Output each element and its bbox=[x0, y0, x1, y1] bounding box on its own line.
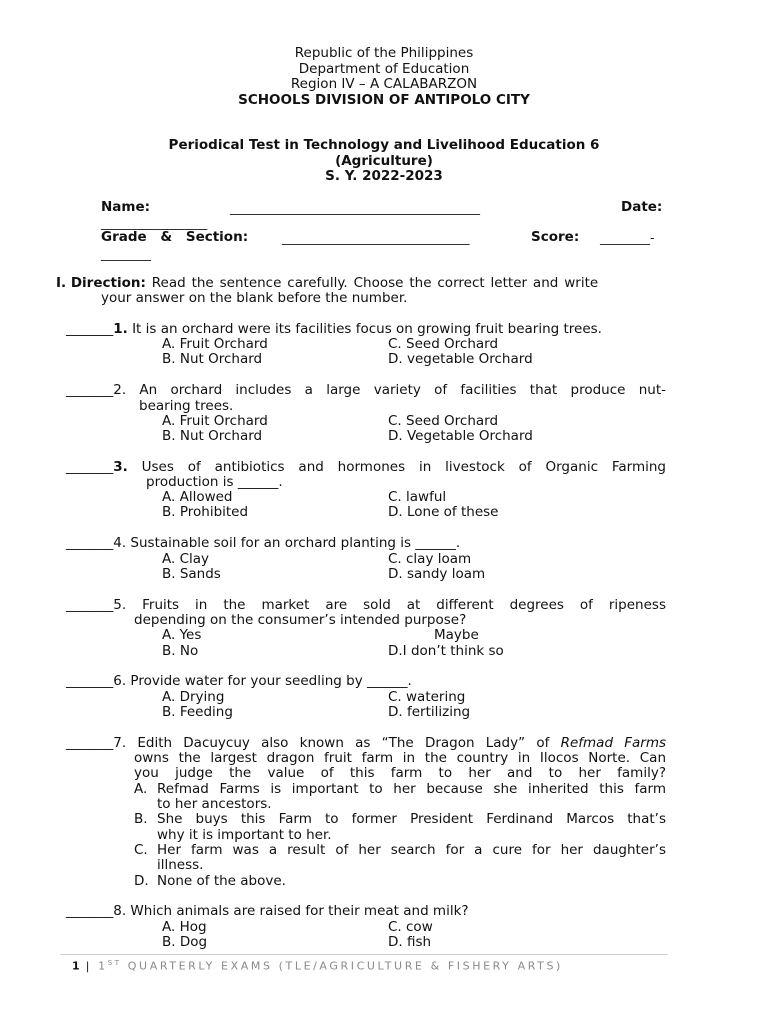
q7-choice-b[interactable]: She buys this Farm to former President Ferdinand Marcos that’s bbox=[157, 811, 666, 827]
date-label: Date: bbox=[621, 199, 663, 215]
question-text-5: Fruits in the market are sold at different degrees of ripeness bbox=[126, 597, 666, 613]
direction-label: I. Direction: bbox=[56, 275, 146, 291]
q2-option-a[interactable]: A. Fruit Orchard bbox=[162, 413, 268, 429]
q2-option-d[interactable]: D. Vegetable Orchard bbox=[388, 428, 533, 444]
q7-choice-d-letter[interactable]: D. bbox=[134, 873, 149, 889]
answer-blank-3[interactable]: _______ bbox=[66, 459, 114, 475]
q5-option-a[interactable]: A. Yes bbox=[162, 627, 202, 643]
answer-blank-2[interactable]: _______ bbox=[66, 382, 114, 398]
header-republic: Republic of the Philippines bbox=[294, 45, 474, 61]
answer-blank-6[interactable]: _______ bbox=[66, 673, 114, 689]
footer-ordinal-suffix: ST bbox=[107, 959, 122, 967]
question-text-4: Sustainable soil for an orchard planting is ______. bbox=[126, 535, 461, 551]
q4-option-a[interactable]: A. Clay bbox=[162, 551, 210, 567]
question-4 bbox=[66, 536, 460, 552]
q3-option-a[interactable]: A. Allowed bbox=[162, 489, 233, 505]
question-number-6: 6. bbox=[113, 673, 127, 689]
question-number-5: 5. bbox=[113, 597, 127, 613]
question-text-2: An orchard includes a large variety of facilities that produce nut- bbox=[126, 382, 666, 398]
question-number-2: 2. bbox=[113, 382, 127, 398]
question-5-continued: depending on the consumer’s intended purpose? bbox=[134, 612, 467, 628]
header-region: Region IV – A CALABARZON bbox=[290, 76, 478, 92]
question-number-8: 8. bbox=[113, 903, 127, 919]
header-division: SCHOOLS DIVISION OF ANTIPOLO CITY bbox=[238, 92, 530, 108]
q7-choice-c-cont: illness. bbox=[157, 857, 204, 873]
q7-choice-c[interactable]: Her farm was a result of her search for a cure for her daughter’s bbox=[157, 842, 666, 858]
q7-choice-b-cont: why it is important to her. bbox=[157, 827, 332, 843]
question-2 bbox=[66, 383, 666, 399]
footer-ordinal: 1 bbox=[98, 959, 108, 973]
q3-option-c[interactable]: C. lawful bbox=[388, 489, 447, 505]
q6-option-d[interactable]: D. fertilizing bbox=[388, 704, 471, 720]
q2-option-c[interactable]: C. Seed Orchard bbox=[388, 413, 499, 429]
question-number-7: 7. bbox=[113, 735, 127, 751]
q5-option-c[interactable]: Maybe bbox=[434, 627, 479, 643]
answer-blank-4[interactable]: _______ bbox=[66, 535, 114, 551]
question-6 bbox=[66, 674, 412, 690]
q7-choice-d[interactable]: None of the above. bbox=[157, 873, 286, 889]
header-department: Department of Education bbox=[298, 61, 470, 77]
q5-option-b[interactable]: B. No bbox=[162, 643, 199, 659]
q3-option-d[interactable]: D. Lone of these bbox=[388, 504, 499, 520]
q6-option-b[interactable]: B. Feeding bbox=[162, 704, 233, 720]
q3-option-b[interactable]: B. Prohibited bbox=[162, 504, 249, 520]
q4-option-c[interactable]: C. clay loam bbox=[388, 551, 472, 567]
q8-option-b[interactable]: B. Dog bbox=[162, 934, 208, 950]
question-text-3: Uses of antibiotics and hormones in livestock of Organic Farming bbox=[127, 459, 666, 475]
page-footer bbox=[72, 956, 563, 974]
question-number-3: 3. bbox=[113, 459, 128, 475]
score-blank[interactable]: ________- bbox=[600, 230, 655, 245]
question-8 bbox=[66, 904, 469, 920]
q4-option-d[interactable]: D. sandy loam bbox=[388, 566, 486, 582]
question-text-1: It is an orchard were its facilities focus on growing fruit bearing trees. bbox=[127, 321, 602, 337]
q2-option-b[interactable]: B. Nut Orchard bbox=[162, 428, 263, 444]
answer-blank-8[interactable]: _______ bbox=[66, 903, 114, 919]
question-7-line2: owns the largest dragon fruit farm in the country in Ilocos Norte. Can bbox=[134, 750, 666, 766]
q7-choice-a[interactable]: Refmad Farms is important to her because she inherited this farm bbox=[157, 781, 666, 797]
q1-option-d[interactable]: D. vegetable Orchard bbox=[388, 351, 533, 367]
q1-option-a[interactable]: A. Fruit Orchard bbox=[162, 336, 268, 352]
date-blank[interactable]: _________________ bbox=[101, 215, 208, 230]
answer-blank-1[interactable]: _______ bbox=[66, 321, 114, 337]
score-label: Score: bbox=[531, 229, 580, 245]
q1-option-b[interactable]: B. Nut Orchard bbox=[162, 351, 263, 367]
q8-option-c[interactable]: C. cow bbox=[388, 919, 433, 935]
question-7-line3: you judge the value of this farm to her and to her family? bbox=[134, 765, 666, 781]
test-subject: (Agriculture) bbox=[335, 153, 433, 169]
direction-text: Read the sentence carefully. Choose the correct letter and write bbox=[145, 275, 599, 291]
grade-section-blank[interactable]: ______________________________ bbox=[282, 230, 470, 245]
question-number-4: 4. bbox=[113, 535, 127, 551]
answer-blank-7[interactable]: _______ bbox=[66, 735, 114, 751]
direction-line2: your answer on the blank before the number. bbox=[101, 290, 408, 306]
q8-option-d[interactable]: D. fish bbox=[388, 934, 432, 950]
q6-option-c[interactable]: C. watering bbox=[388, 689, 466, 705]
answer-blank-5[interactable]: _______ bbox=[66, 597, 114, 613]
q7-choice-b-letter[interactable]: B. bbox=[134, 811, 148, 827]
grade-section-label: Grade & Section: bbox=[101, 229, 249, 245]
question-text-8: Which animals are raised for their meat and milk? bbox=[126, 903, 469, 919]
footer-text: QUARTERLY EXAMS (TLE/AGRICULTURE & FISHERY ARTS) bbox=[121, 959, 563, 973]
question-1 bbox=[66, 322, 602, 338]
test-title: Periodical Test in Technology and Livelihood Education 6 bbox=[168, 137, 600, 153]
question-2-continued: bearing trees. bbox=[139, 398, 234, 414]
question-number-1: 1. bbox=[113, 321, 128, 337]
footer-separator: | bbox=[79, 959, 99, 973]
q8-option-a[interactable]: A. Hog bbox=[162, 919, 207, 935]
q4-option-b[interactable]: B. Sands bbox=[162, 566, 221, 582]
q1-option-c[interactable]: C. Seed Orchard bbox=[388, 336, 499, 352]
page-number: 1 bbox=[72, 959, 80, 973]
q5-option-d[interactable]: D.I don’t think so bbox=[388, 643, 504, 659]
question-text-7: Edith Dacuycuy also known as “The Dragon Lady” of bbox=[126, 735, 561, 751]
school-year: S. Y. 2022-2023 bbox=[325, 168, 443, 184]
question-text-6: Provide water for your seedling by ______. bbox=[126, 673, 412, 689]
score-blank-continued[interactable]: ________ bbox=[101, 246, 151, 261]
q6-option-a[interactable]: A. Drying bbox=[162, 689, 225, 705]
q7-choice-a-letter[interactable]: A. bbox=[134, 781, 148, 797]
question-3-continued: production is ______. bbox=[146, 474, 283, 490]
farm-name: Refmad Farms bbox=[560, 735, 667, 751]
q7-choice-c-letter[interactable]: C. bbox=[134, 842, 148, 858]
name-label: Name: bbox=[101, 199, 151, 215]
footer-divider bbox=[60, 954, 668, 955]
name-blank[interactable]: ________________________________________ bbox=[230, 200, 480, 215]
q7-choice-a-cont: to her ancestors. bbox=[157, 796, 272, 812]
